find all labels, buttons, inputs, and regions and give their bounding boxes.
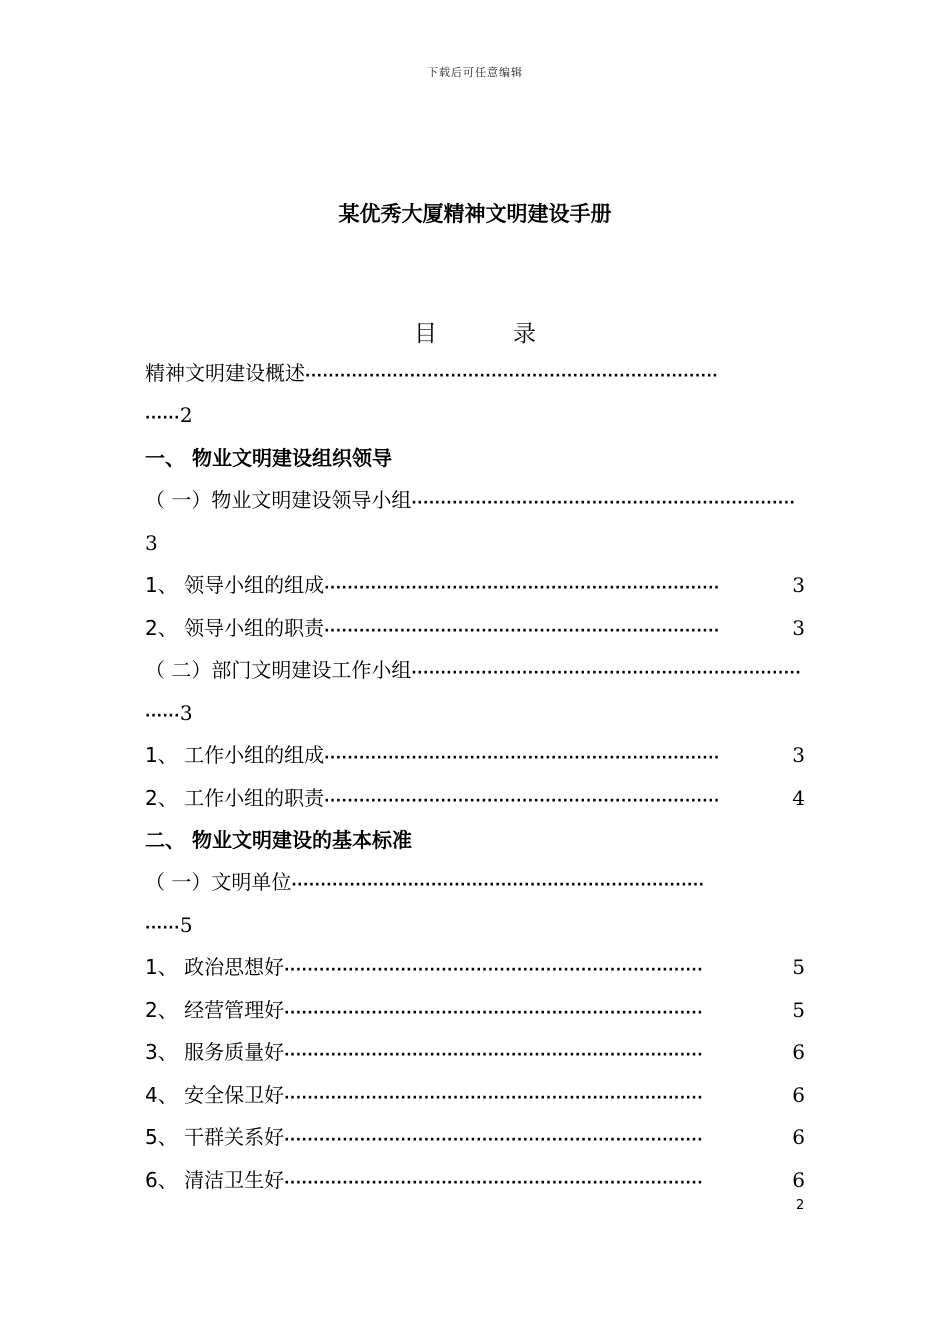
toc-page-number: 5 — [792, 998, 805, 1022]
toc-dot-leader: ···································································· — [324, 580, 720, 596]
toc-entry-label: 3、 服务质量好 — [145, 1040, 285, 1064]
toc-dot-leader: ······ — [145, 920, 180, 936]
toc-dot-leader: ···································································· — [324, 623, 720, 639]
toc-dot-leader: ······ — [145, 410, 180, 426]
toc-entry[interactable] — [145, 570, 805, 600]
toc-dot-leader: ···································································· — [324, 750, 720, 766]
header-note: 下载后可任意编辑 — [427, 66, 523, 79]
toc-entry-label: 2、 领导小组的职责 — [145, 616, 325, 640]
toc-section-heading[interactable] — [145, 825, 805, 855]
toc-entry-label: （ 二）部门文明建设工作小组 — [145, 658, 412, 682]
toc-entry-label: 4、 安全保卫好 — [145, 1083, 285, 1107]
toc-page-number: 6 — [792, 1040, 805, 1064]
toc-entry-label: 6、 清洁卫生好 — [145, 1168, 285, 1192]
toc-page-number: 3 — [792, 573, 805, 597]
toc-section-heading[interactable] — [145, 443, 805, 473]
toc-entry[interactable] — [145, 528, 805, 558]
toc-entry[interactable] — [145, 485, 805, 515]
toc-dot-leader: ········································································ — [284, 1090, 704, 1106]
toc-entry[interactable] — [145, 867, 805, 897]
document-title: 某优秀大厦精神文明建设手册 — [338, 202, 612, 226]
toc-dot-leader: ······································································· — [305, 368, 719, 384]
toc-dot-leader: ··································································· — [411, 665, 802, 681]
toc-entry[interactable] — [145, 952, 805, 982]
toc-entry[interactable] — [145, 995, 805, 1025]
toc-heading — [0, 315, 950, 348]
toc-entry-label: （ 一）文明单位 — [145, 870, 292, 894]
toc-entry[interactable] — [145, 698, 805, 728]
toc-entry[interactable] — [145, 400, 805, 430]
toc-entry-label: 2、 经营管理好 — [145, 998, 285, 1022]
toc-entry[interactable] — [145, 1122, 805, 1152]
toc-entry[interactable] — [145, 1080, 805, 1110]
toc-entry[interactable] — [145, 1037, 805, 1067]
toc-dot-leader: ······ — [145, 708, 180, 724]
toc-page-number: 3 — [792, 743, 805, 767]
toc-entry[interactable] — [145, 655, 805, 685]
toc-page-number: 2 — [179, 403, 193, 427]
toc-entry-label: 二、 物业文明建设的基本标准 — [145, 828, 412, 852]
toc-dot-leader: ········································································ — [284, 1132, 704, 1148]
toc-entry-label: （ 一）物业文明建设领导小组 — [145, 488, 412, 512]
toc-entry-label: 精神文明建设概述 — [145, 361, 305, 385]
toc-heading-char-2: 录 — [513, 321, 536, 347]
toc-entry[interactable] — [145, 783, 805, 813]
toc-entry[interactable] — [145, 358, 805, 388]
toc-dot-leader: ········································································ — [284, 1175, 704, 1191]
toc-dot-leader: ···································································· — [324, 793, 720, 809]
toc-page-number: 4 — [792, 786, 805, 810]
toc-dot-leader: ········································································ — [284, 962, 704, 978]
toc-entry-label: 一、 物业文明建设组织领导 — [145, 446, 392, 470]
toc-page-number: 6 — [792, 1168, 805, 1192]
toc-page-number: 5 — [792, 955, 805, 979]
toc-heading-char-1: 目 — [414, 321, 437, 347]
toc-page-number: 6 — [792, 1083, 805, 1107]
toc-entry[interactable] — [145, 910, 805, 940]
toc-entry-label: 5、 干群关系好 — [145, 1125, 285, 1149]
toc-entry-label: 1、 领导小组的组成 — [145, 573, 325, 597]
toc-dot-leader: ········································································ — [284, 1005, 704, 1021]
toc-entry[interactable] — [145, 1165, 805, 1195]
page-number: 2 — [796, 1198, 805, 1213]
toc-page-number: 5 — [179, 913, 193, 937]
toc-dot-leader: ·································································· — [411, 495, 796, 511]
toc-page-number: 3 — [792, 616, 805, 640]
toc-entry[interactable] — [145, 740, 805, 770]
toc-dot-leader: ······································································· — [291, 877, 705, 893]
toc-entry[interactable] — [145, 613, 805, 643]
toc-entry-label: 2、 工作小组的职责 — [145, 786, 325, 810]
toc-page-number: 6 — [792, 1125, 805, 1149]
toc-entry-label: 1、 政治思想好 — [145, 955, 285, 979]
toc-page-number: 3 — [179, 701, 193, 725]
toc-dot-leader: ········································································ — [284, 1047, 704, 1063]
toc-entry-label: 1、 工作小组的组成 — [145, 743, 325, 767]
toc-page-number: 3 — [145, 531, 158, 555]
